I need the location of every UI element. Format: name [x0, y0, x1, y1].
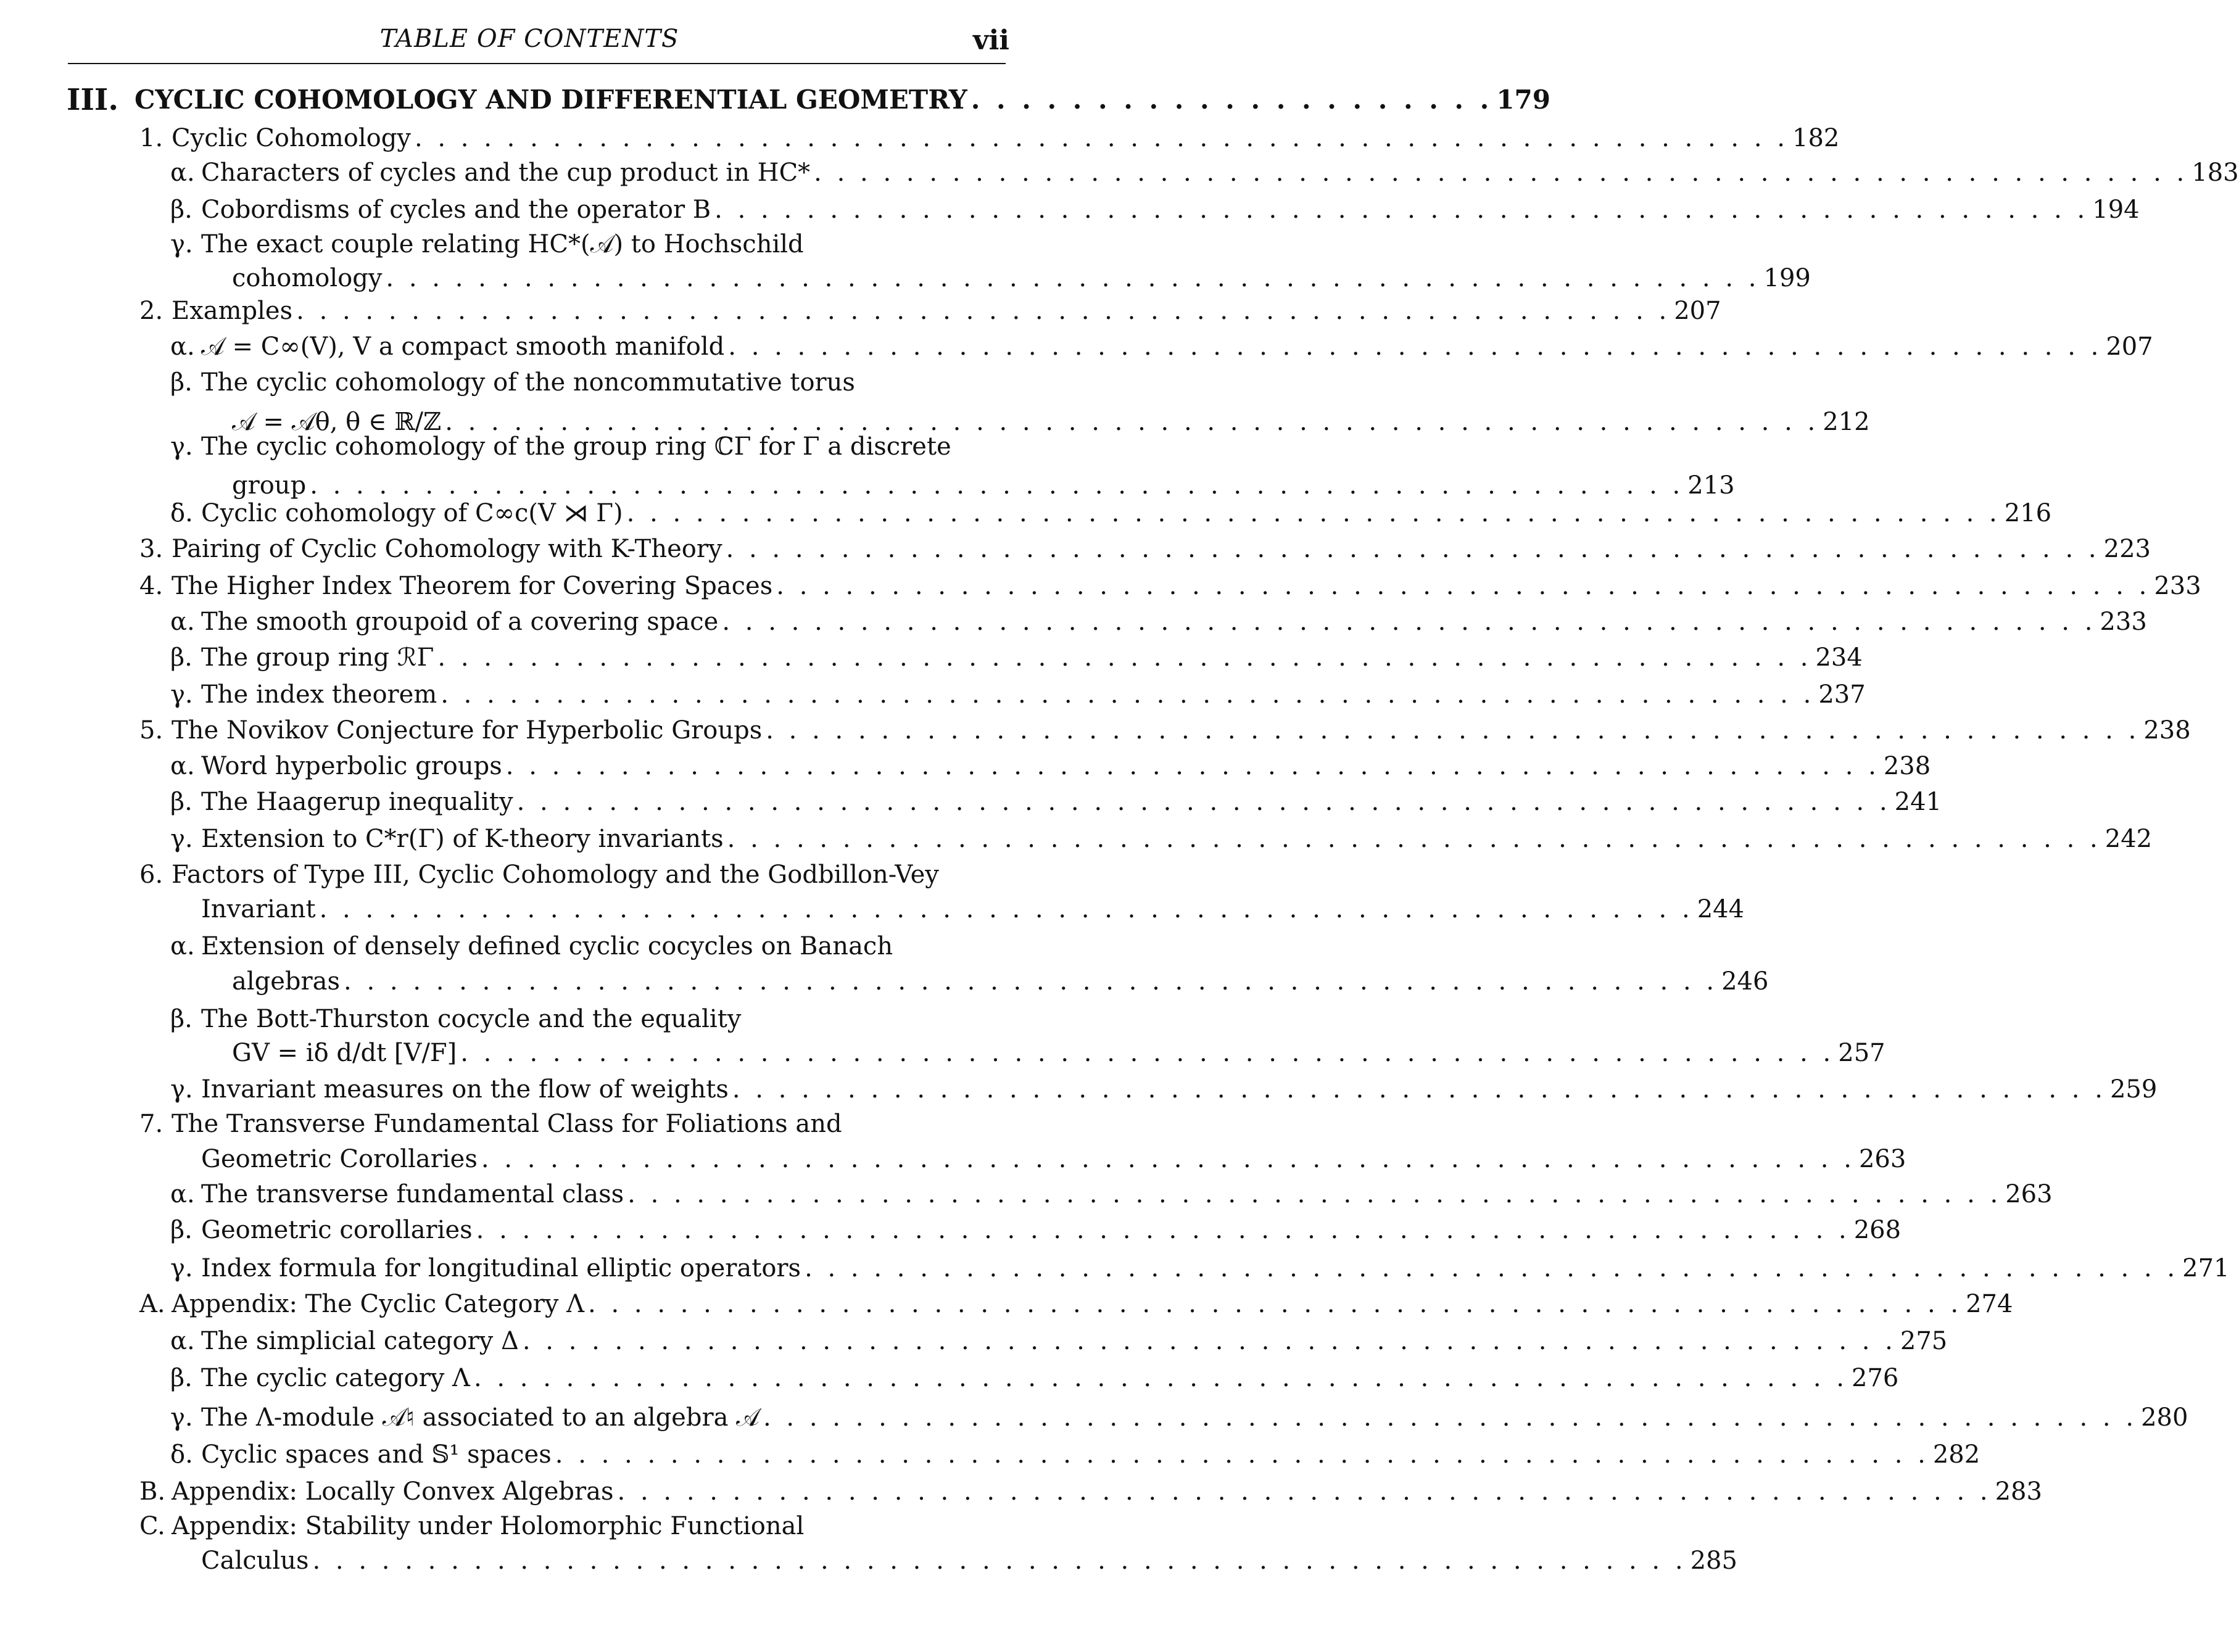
entry-title: Cyclic cohomology of C∞c(V ⋊ Γ): [201, 499, 623, 527]
toc-section[interactable]: [0, 534, 2151, 564]
leader-dots: . . . . . . . . . . . . . . . . . . . . . . . . . . . . . . . . . . . . . . . . . . . . . . . . . . . . . . . . . . . .: [505, 752, 1880, 780]
entry-title: The exact couple relating HC*(𝒜) to Hochschild: [201, 230, 804, 258]
entry-title: Appendix: Locally Convex Algebras: [172, 1477, 614, 1506]
entry-number: β.: [170, 1005, 192, 1033]
entry-title: Cyclic spaces and 𝕊¹ spaces: [201, 1440, 552, 1469]
toc-subsection[interactable]: [0, 1440, 1980, 1469]
toc-section[interactable]: [0, 296, 1721, 326]
toc-subsection[interactable]: [0, 1253, 2230, 1283]
entry-page: 233: [2100, 608, 2147, 636]
entry-number: 2.: [139, 297, 163, 325]
entry-title: The Novikov Conjecture for Hyperbolic Groups: [172, 716, 763, 745]
entry-page: 244: [1697, 895, 1745, 923]
entry-title: Index formula for longitudinal elliptic operators: [201, 1254, 801, 1282]
toc-subsection[interactable]: [0, 195, 2140, 225]
toc-entry-continuation: [0, 967, 1769, 996]
entry-number: γ.: [170, 680, 193, 709]
entry-page: 233: [2154, 572, 2201, 600]
leader-dots: . . . . . . . . . . . . . . . . . . . . . . . . . . . . . . . . . . . . . . . . . . . . . . . . . . . . . . . . . . . .: [445, 408, 1819, 436]
toc-subsection[interactable]: [0, 332, 2153, 361]
leader-dots: . . . . . . . . . . . . . . . . . . . . . . . . . . . . . . . . . . . . . . . . . . . . . . . . . . . . . . . . . . . .: [722, 608, 2096, 636]
entry-number: γ.: [170, 1254, 193, 1282]
entry-number: 7.: [139, 1110, 163, 1138]
entry-page: 242: [2104, 825, 2153, 853]
entry-title-continuation: Calculus: [201, 1547, 309, 1575]
entry-number: C.: [139, 1512, 165, 1540]
leader-dots: . . . . . . . . . . . . . . . . . . . . . . . . . . . . . . . . . . . . . . . . . . . . . . . . . . . . . . . . . . . .: [386, 264, 1760, 292]
chapter-number: III.: [67, 83, 119, 117]
toc-entry-continuation: [0, 894, 1745, 924]
chapter-entry[interactable]: [0, 83, 1550, 117]
entry-page: 271: [2182, 1254, 2230, 1282]
entry-page: 238: [1883, 752, 1931, 780]
entry-title: The index theorem: [201, 680, 437, 709]
entry-page: 213: [1687, 471, 1735, 500]
entry-page: 268: [1853, 1216, 1902, 1244]
toc-entry-continuation: [0, 1144, 1906, 1174]
entry-number: β.: [170, 1216, 192, 1244]
entry-title: The smooth groupoid of a covering space: [201, 608, 719, 636]
entry-number: γ.: [170, 230, 193, 258]
entry-page: 283: [1995, 1477, 2042, 1506]
entry-page: 259: [2109, 1075, 2158, 1104]
entry-title: Appendix: Stability under Holomorphic Functional: [172, 1512, 805, 1540]
leader-dots: . . . . . . . . . . . . . . . . . . . . . . . . . . . . . . . . . . . . . . . . . . . . . . . . . . . . . . . . . . . .: [714, 196, 2089, 224]
entry-page: 207: [1674, 297, 1721, 325]
leader-dots: . . . . . . . . . . . . . . . . . . . . . . . . . . . . . . . . . . . . . . . . . . . . . . . . . . . . . . . . . . . .: [726, 535, 2100, 563]
toc-subsection[interactable]: [0, 1075, 2158, 1104]
leader-dots: . . . . . . . . . . . . . . . . . . . . . . . . . . . . . . . . . . . . . . . . . . . . . . . . . . . . . . . . . . . .: [763, 1403, 2138, 1432]
leader-dots: . . . . . . . . . . . . . . . . . . . . . . . . . . . . . . . . . . . . . . . . . . . . . . . . . . . . . . . . . . . .: [310, 471, 1684, 500]
entry-number: γ.: [170, 432, 193, 461]
entry-number: α.: [170, 159, 195, 187]
toc-subsection[interactable]: [0, 432, 1059, 461]
entry-number: 5.: [139, 716, 163, 745]
entry-title: The Λ-module 𝒜♮ associated to an algebra 𝒜: [201, 1403, 759, 1432]
toc-entry-continuation: [0, 263, 1811, 293]
leader-dots: . . . . . . . . . . . . . . . . . . . . . . . . . . . . . . . . . . . . . . . . . . . . . . . . . . . . . . . . . . . .: [522, 1327, 1897, 1355]
entry-page: 275: [1900, 1327, 1948, 1355]
leader-dots: . . . . . . . . . . . . . . . . . . . . . . . . . . . . . . . . . . . . . . . . . . . . . . . . . . . . . . . . . . . .: [732, 1075, 2106, 1104]
toc-subsection[interactable]: [0, 1004, 1059, 1034]
leader-dots: . . . . . . . . . . . . . . . . . . . . . . . . . . . . . . . . . . . . . . . . . . . . . . . . . . . . . . . . . . . .: [441, 680, 1815, 709]
leader-dots: . . . . . . . . . . . . . . . . . . . . . . . . . . . . . . . . . . . . . . . . . . . . . . . . . . . . . . . . . . . .: [805, 1254, 2179, 1282]
leader-dots: . . . . . . . . . . . . . . . . . . . . . . . . . . . . . . . . . . . . . . . . . . . . . . . . . . . . . . . . . . . .: [727, 825, 2101, 853]
leader-dots: . . . . . . . . . . . . . . . . . . . . . . . . . . . . . . . . . . . . . . . . . . . . . . . . . . . . . . . . . . . .: [481, 1145, 1855, 1173]
entry-number: α.: [170, 608, 195, 636]
entry-page: 257: [1838, 1039, 1885, 1067]
leader-dots: . . . . . . . . . . . . . . . . . . . . . . . . . . . . . . . . . . . . . . . . . . . . . . . . . . . . . . . . . . . .: [617, 1477, 1992, 1506]
entry-number: δ.: [170, 499, 193, 527]
toc-subsection[interactable]: [0, 1363, 1899, 1393]
entry-page: 216: [2004, 499, 2052, 527]
toc-subsection[interactable]: [0, 1326, 1948, 1356]
entry-page: 237: [1818, 680, 1866, 709]
entry-title: The simplicial category Δ: [201, 1327, 519, 1355]
toc-subsection[interactable]: [0, 751, 1931, 781]
toc-subsection[interactable]: [0, 643, 1863, 672]
entry-title: The transverse fundamental class: [201, 1180, 624, 1208]
toc-section[interactable]: [0, 571, 2201, 601]
entry-number: β.: [170, 643, 192, 672]
leader-dots: . . . . . . . . . . . . . . . . . . . . . . . . . . . . . . . . . . . . . . . . . . . . . . . . . . . . . . . . . . . .: [319, 895, 1694, 923]
entry-title: The cyclic cohomology of the group ring ℂΓ for Γ a discrete: [201, 432, 951, 461]
entry-title-continuation: Geometric Corollaries: [201, 1145, 478, 1173]
entry-title: Factors of Type III, Cyclic Cohomology and the Godbillon-Vey: [172, 861, 939, 889]
entry-title: The cyclic category Λ: [201, 1364, 470, 1392]
leader-dots: . . . . . . . . . . . . . . . . . . . . . . . . . . . . . . . . . . . . . . . . . . . . . . . . . . . . . . . . . . . .: [588, 1290, 1963, 1318]
entry-title: Cobordisms of cycles and the operator B: [201, 196, 711, 224]
running-header-title: TABLE OF CONTENTS: [379, 25, 679, 53]
entry-number: β.: [170, 368, 192, 397]
entry-title: 𝒜 = C∞(V), V a compact smooth manifold: [201, 332, 725, 361]
entry-title: Word hyperbolic groups: [201, 752, 502, 780]
leader-dots: . . . . . . . . . . . . . . . . . . . . . . . . . . . . . . . . . . . . . . . . . . . . . . . . . . . . . . . . . . . .: [626, 499, 2001, 527]
toc-section[interactable]: [0, 1109, 1059, 1139]
entry-number: α.: [170, 332, 195, 361]
entry-page: 280: [2141, 1403, 2188, 1432]
entry-number: α.: [170, 1327, 195, 1355]
leader-dots: . . . . . . . . . . . . . . . . . . . . .: [971, 85, 1493, 115]
entry-title: The Haagerup inequality: [201, 788, 513, 816]
leader-dots: . . . . . . . . . . . . . . . . . . . . . . . . . . . . . . . . . . . . . . . . . . . . . . . . . . . . . . . . . . . .: [312, 1547, 1687, 1575]
page-number: vii: [973, 25, 1009, 56]
toc-entry-continuation: [0, 471, 1735, 500]
leader-dots: . . . . . . . . . . . . . . . . . . . . . . . . . . . . . . . . . . . . . . . . . . . . . . . . . . . . . . . . . . . .: [766, 716, 2140, 745]
entry-number: α.: [170, 932, 195, 960]
toc-subsection[interactable]: [0, 158, 2239, 188]
entry-number: β.: [170, 788, 192, 816]
entry-number: β.: [170, 1364, 192, 1392]
toc-entry-continuation: [0, 1546, 1737, 1576]
entry-title: Geometric corollaries: [201, 1216, 473, 1244]
toc-section[interactable]: [0, 716, 2191, 745]
toc-section[interactable]: [0, 123, 1840, 153]
entry-title: Pairing of Cyclic Cohomology with K-Theory: [172, 535, 722, 563]
entry-page: 207: [2106, 332, 2153, 361]
entry-title: Invariant measures on the flow of weights: [201, 1075, 729, 1104]
entry-number: 4.: [139, 572, 163, 600]
entry-title: Characters of cycles and the cup product in HC*: [201, 159, 811, 187]
entry-page: 223: [2103, 535, 2151, 563]
toc-subsection[interactable]: [0, 368, 1059, 397]
entry-title-continuation: 𝒜 = 𝒜θ, θ ∈ ℝ/ℤ: [232, 408, 442, 436]
entry-page: 285: [1690, 1547, 1737, 1575]
entry-page: 274: [1966, 1290, 2013, 1318]
entry-page: 241: [1894, 788, 1942, 816]
chapter-title: CYCLIC COHOMOLOGY AND DIFFERENTIAL GEOMETRY: [135, 85, 967, 115]
entry-title-continuation: group: [232, 471, 307, 500]
entry-page: 246: [1721, 967, 1769, 996]
entry-number: 6.: [139, 861, 163, 889]
entry-number: 1.: [139, 124, 163, 152]
entry-number: α.: [170, 752, 195, 780]
entry-page: 276: [1852, 1364, 1899, 1392]
entry-number: δ.: [170, 1440, 193, 1469]
leader-dots: . . . . . . . . . . . . . . . . . . . . . . . . . . . . . . . . . . . . . . . . . . . . . . . . . . . . . . . . . . . .: [814, 159, 2188, 187]
entry-number: γ.: [170, 825, 193, 853]
toc-subsection[interactable]: [0, 1403, 2188, 1432]
toc-section[interactable]: [0, 1477, 2042, 1506]
leader-dots: . . . . . . . . . . . . . . . . . . . . . . . . . . . . . . . . . . . . . . . . . . . . . . . . . . . . . . . . . . . .: [728, 332, 2103, 361]
toc-subsection[interactable]: [0, 1179, 2053, 1209]
toc-section[interactable]: [0, 1511, 1059, 1541]
entry-page: 199: [1763, 264, 1811, 292]
toc-subsection[interactable]: [0, 1215, 1902, 1245]
leader-dots: . . . . . . . . . . . . . . . . . . . . . . . . . . . . . . . . . . . . . . . . . . . . . . . . . . . . . . . . . . . .: [555, 1440, 1929, 1469]
toc-subsection[interactable]: [0, 607, 2147, 637]
leader-dots: . . . . . . . . . . . . . . . . . . . . . . . . . . . . . . . . . . . . . . . . . . . . . . . . . . . . . . . . . . . .: [776, 572, 2151, 600]
entry-page: 238: [2143, 716, 2191, 745]
chapter-page: 179: [1496, 85, 1550, 115]
entry-page: 263: [1858, 1145, 1906, 1173]
leader-dots: . . . . . . . . . . . . . . . . . . . . . . . . . . . . . . . . . . . . . . . . . . . . . . . . . . . . . . . . . . . .: [437, 643, 1812, 672]
entry-title: Examples: [172, 297, 293, 325]
entry-title-continuation: Invariant: [201, 895, 316, 923]
entry-title: The Bott-Thurston cocycle and the equality: [201, 1005, 742, 1033]
entry-page: 183: [2191, 159, 2239, 187]
entry-number: 3.: [139, 535, 163, 563]
entry-title: The Transverse Fundamental Class for Foliations and: [172, 1110, 842, 1138]
entry-title: Cyclic Cohomology: [172, 124, 411, 152]
entry-title: Appendix: The Cyclic Category Λ: [172, 1290, 585, 1318]
entry-title-continuation: algebras: [232, 967, 341, 996]
header-rule: [68, 63, 1006, 64]
entry-page: 282: [1932, 1440, 1980, 1469]
entry-page: 194: [2092, 196, 2140, 224]
entry-number: A.: [139, 1290, 165, 1318]
leader-dots: . . . . . . . . . . . . . . . . . . . . . . . . . . . . . . . . . . . . . . . . . . . . . . . . . . . . . . . . . . . .: [473, 1364, 1848, 1392]
leader-dots: . . . . . . . . . . . . . . . . . . . . . . . . . . . . . . . . . . . . . . . . . . . . . . . . . . . . . . . . . . . .: [414, 124, 1789, 152]
toc-subsection[interactable]: [0, 931, 1059, 961]
leader-dots: . . . . . . . . . . . . . . . . . . . . . . . . . . . . . . . . . . . . . . . . . . . . . . . . . . . . . . . . . . . .: [296, 297, 1671, 325]
toc-section[interactable]: [0, 1289, 2013, 1319]
leader-dots: . . . . . . . . . . . . . . . . . . . . . . . . . . . . . . . . . . . . . . . . . . . . . . . . . . . . . . . . . . . .: [627, 1180, 2002, 1208]
leader-dots: . . . . . . . . . . . . . . . . . . . . . . . . . . . . . . . . . . . . . . . . . . . . . . . . . . . . . . . . . . . .: [460, 1039, 1835, 1067]
entry-title: Extension to C*r(Γ) of K-theory invariants: [201, 825, 724, 853]
entry-page: 182: [1792, 124, 1840, 152]
entry-number: γ.: [170, 1075, 193, 1104]
entry-page: 212: [1823, 408, 1870, 436]
toc-subsection[interactable]: [0, 680, 1866, 709]
leader-dots: . . . . . . . . . . . . . . . . . . . . . . . . . . . . . . . . . . . . . . . . . . . . . . . . . . . . . . . . . . . .: [476, 1216, 1850, 1244]
entry-page: 263: [2005, 1180, 2053, 1208]
entry-number: γ.: [170, 1403, 193, 1432]
entry-title: Extension of densely defined cyclic cocycles on Banach: [201, 932, 893, 960]
entry-page: 234: [1815, 643, 1863, 672]
toc-subsection[interactable]: [0, 498, 2052, 528]
entry-number: β.: [170, 196, 192, 224]
entry-title: The group ring ℛΓ: [201, 643, 434, 672]
entry-title: The cyclic cohomology of the noncommutative torus: [201, 368, 855, 397]
entry-number: α.: [170, 1180, 195, 1208]
entry-title: The Higher Index Theorem for Covering Spaces: [172, 572, 773, 600]
toc-subsection[interactable]: [0, 787, 1942, 817]
toc-section[interactable]: [0, 860, 1059, 890]
entry-title-continuation: cohomology: [232, 264, 383, 292]
leader-dots: . . . . . . . . . . . . . . . . . . . . . . . . . . . . . . . . . . . . . . . . . . . . . . . . . . . . . . . . . . . .: [516, 788, 1891, 816]
toc-entry-continuation: [0, 1038, 1885, 1068]
toc-subsection[interactable]: [0, 824, 2153, 854]
toc-subsection[interactable]: [0, 229, 1059, 259]
entry-number: B.: [139, 1477, 166, 1506]
entry-title-continuation: GV = iδ d/dt [V/F]: [232, 1039, 457, 1067]
leader-dots: . . . . . . . . . . . . . . . . . . . . . . . . . . . . . . . . . . . . . . . . . . . . . . . . . . . . . . . . . . . .: [344, 967, 1718, 996]
